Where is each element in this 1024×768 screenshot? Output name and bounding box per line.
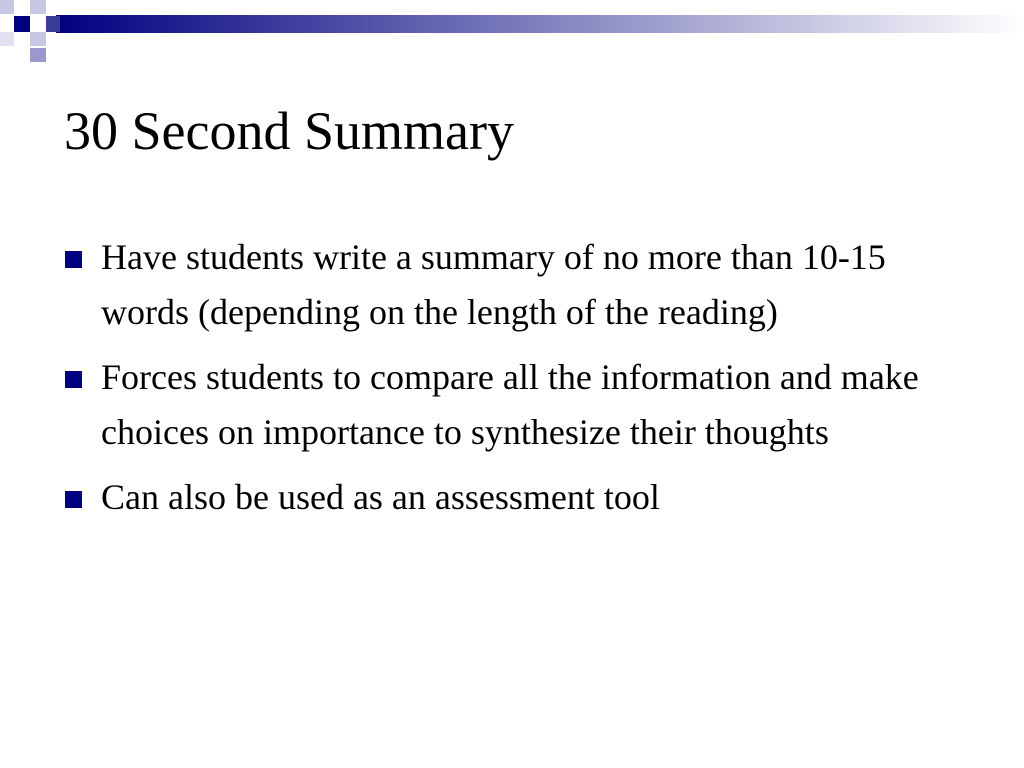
decor-square [46,16,60,32]
decor-square [30,0,46,14]
header-decoration [0,0,1024,62]
bullet-text: Can also be used as an assessment tool [101,477,660,517]
decor-square [0,0,14,14]
decor-square [14,16,30,32]
bullet-list [64,230,964,536]
bullet-text: Have students write a summary of no more than 10-15 words (depending on the length of the reading) [101,237,886,332]
bullet-item [64,470,964,525]
header-gradient-bar [56,15,1024,33]
decor-square [30,32,46,46]
bullet-item [64,350,964,459]
header-pattern-graphic [0,0,1024,62]
square-bullet-icon [65,251,82,268]
decor-square [30,48,46,62]
square-bullet-icon [65,491,82,508]
bullet-text: Forces students to compare all the information and make choices on importance to synthesize their thoughts [101,357,919,452]
slide-title: 30 Second Summary [64,101,514,161]
bullet-item [64,230,964,339]
decor-square [0,32,14,46]
square-bullet-icon [65,371,82,388]
